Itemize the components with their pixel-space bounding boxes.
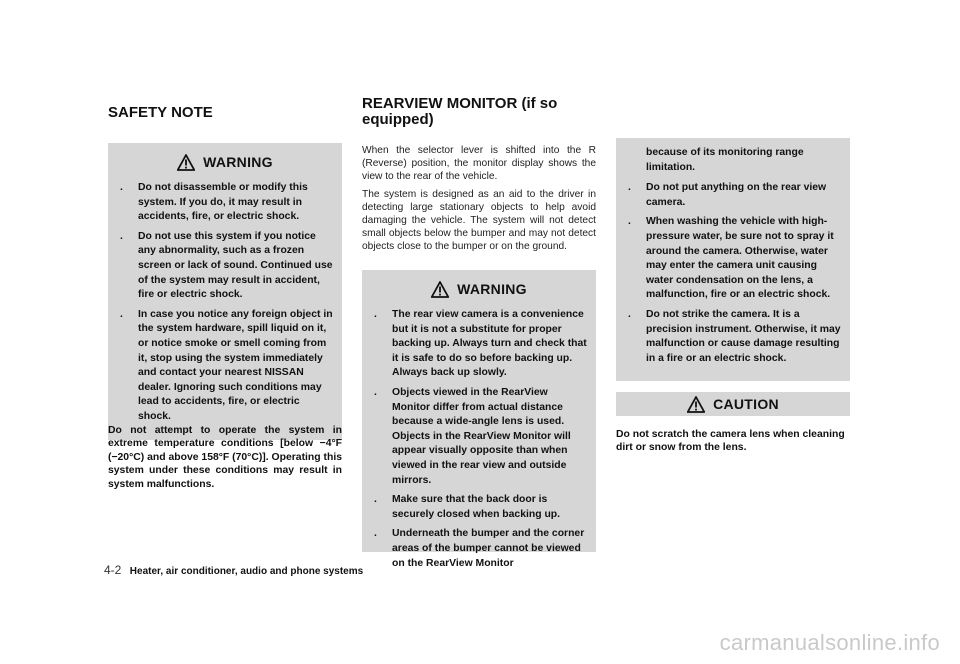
intro-text bbox=[362, 145, 596, 259]
warning-item-text: Do not use this system if you notice any abnormality, such as a frozen screen or lack of sound. Continued use of the system may result in accident, fire or electric shock. bbox=[138, 230, 333, 301]
bullet-mark: . bbox=[374, 309, 377, 320]
warning-label: WARNING bbox=[203, 154, 273, 170]
warning-triangle-icon bbox=[431, 281, 449, 298]
warning-box bbox=[108, 143, 342, 440]
safety-note-heading: SAFETY NOTE bbox=[108, 104, 213, 121]
bullet-mark: . bbox=[628, 308, 631, 320]
bullet-mark: . bbox=[374, 528, 377, 540]
warning-item bbox=[370, 386, 588, 488]
warning-label: WARNING bbox=[457, 281, 527, 297]
warning-item-text: The rear view camera is a convenience but it is not a substitute for proper backing up. Always turn and check that it is safe to do so before backing up. Always back up slowly. bbox=[392, 309, 587, 379]
warning-list bbox=[624, 146, 842, 366]
warning-item bbox=[624, 215, 842, 303]
warning-item-text: because of its monitoring range limitation. bbox=[646, 147, 804, 173]
caution-header bbox=[616, 392, 850, 416]
warning-item-text: Objects viewed in the RearView Monitor differ from actual distance because a wide-angle lens is used. Objects in the RearView Monitor will appear visually opposite than when viewed in the rear view and outside mirrors. bbox=[392, 386, 571, 486]
bullet-mark: . bbox=[628, 182, 631, 194]
chapter-title: Heater, air conditioner, audio and phone systems bbox=[129, 566, 364, 577]
warning-box bbox=[362, 270, 596, 569]
warning-item-text: Underneath the bumper and the corner areas of the bumper cannot be viewed on the RearView Monitor bbox=[392, 528, 585, 569]
caution-header-box bbox=[616, 392, 850, 416]
intro-paragraph: When the selector lever is shifted into the R (Reverse) position, the monitor display shows the view to the rear of the vehicle. bbox=[362, 145, 596, 182]
page-footer bbox=[104, 561, 363, 579]
bullet-mark: . bbox=[628, 216, 631, 228]
page-number: 4-2 bbox=[104, 563, 122, 577]
warning-item-text: Make sure that the back door is securely closed when backing up. bbox=[392, 494, 561, 520]
warning-item bbox=[370, 527, 588, 571]
warning-item-text: In case you notice any foreign object in the system hardware, spill liquid on it, or notice smoke or smell coming from it, stop using the system immediately and contact your nearest NISSAN dealer. Ignoring such conditions may lead to accidents, fire, or electric shock. bbox=[138, 308, 333, 422]
warning-item bbox=[116, 181, 334, 225]
bullet-mark: . bbox=[120, 230, 123, 242]
warning-item bbox=[624, 181, 842, 210]
warning-item bbox=[624, 308, 842, 366]
caution-label: CAUTION bbox=[713, 396, 779, 412]
warning-item bbox=[116, 230, 334, 303]
warning-item-text: Do not disassemble or modify this system. If you do, it may result in accidents, fire, or electric shock. bbox=[138, 182, 308, 223]
rearview-monitor-heading: REARVIEW MONITOR (if so equipped) bbox=[362, 95, 558, 128]
warning-list bbox=[116, 181, 334, 425]
warning-item-continued bbox=[624, 146, 842, 175]
bullet-mark: . bbox=[120, 182, 123, 193]
warning-item bbox=[370, 308, 588, 381]
warning-box-continued bbox=[616, 138, 850, 381]
warning-list bbox=[370, 308, 588, 571]
caution-text: Do not scratch the camera lens when cleaning dirt or snow from the lens. bbox=[616, 429, 845, 454]
caution-triangle-icon bbox=[687, 396, 705, 413]
bullet-mark: . bbox=[374, 494, 377, 506]
warning-header bbox=[116, 149, 334, 175]
bullet-mark: . bbox=[120, 308, 123, 320]
warning-item bbox=[116, 308, 334, 425]
warning-item-text: Do not put anything on the rear view camera. bbox=[646, 182, 827, 208]
temperature-note: Do not attempt to operate the system in extreme temperature conditions [below −4°F (−20°C) and above 158°F (70°C)]. Operating this system under these conditions may result in system malfunctions. bbox=[108, 425, 342, 490]
warning-item bbox=[370, 493, 588, 522]
warning-header bbox=[370, 276, 588, 302]
warning-triangle-icon bbox=[177, 154, 195, 171]
bullet-mark: . bbox=[374, 386, 377, 398]
warning-item-text: When washing the vehicle with high-pressure water, be sure not to spray it around the camera. Otherwise, water may enter the camera unit causing water condensation on the lens, a malfunction, fire or an electric shock. bbox=[646, 216, 834, 301]
intro-paragraph: The system is designed as an aid to the driver in detecting large stationary objects to help avoid damaging the vehicle. The system will not detect small objects below the bumper and may not detect objects close to the bumper or on the ground. bbox=[362, 189, 596, 252]
site-watermark: carmanualsonline.info bbox=[719, 630, 940, 655]
warning-item-text: Do not strike the camera. It is a precision instrument. Otherwise, it may malfunction or cause damage resulting in a fire or an electric shock. bbox=[646, 308, 841, 364]
